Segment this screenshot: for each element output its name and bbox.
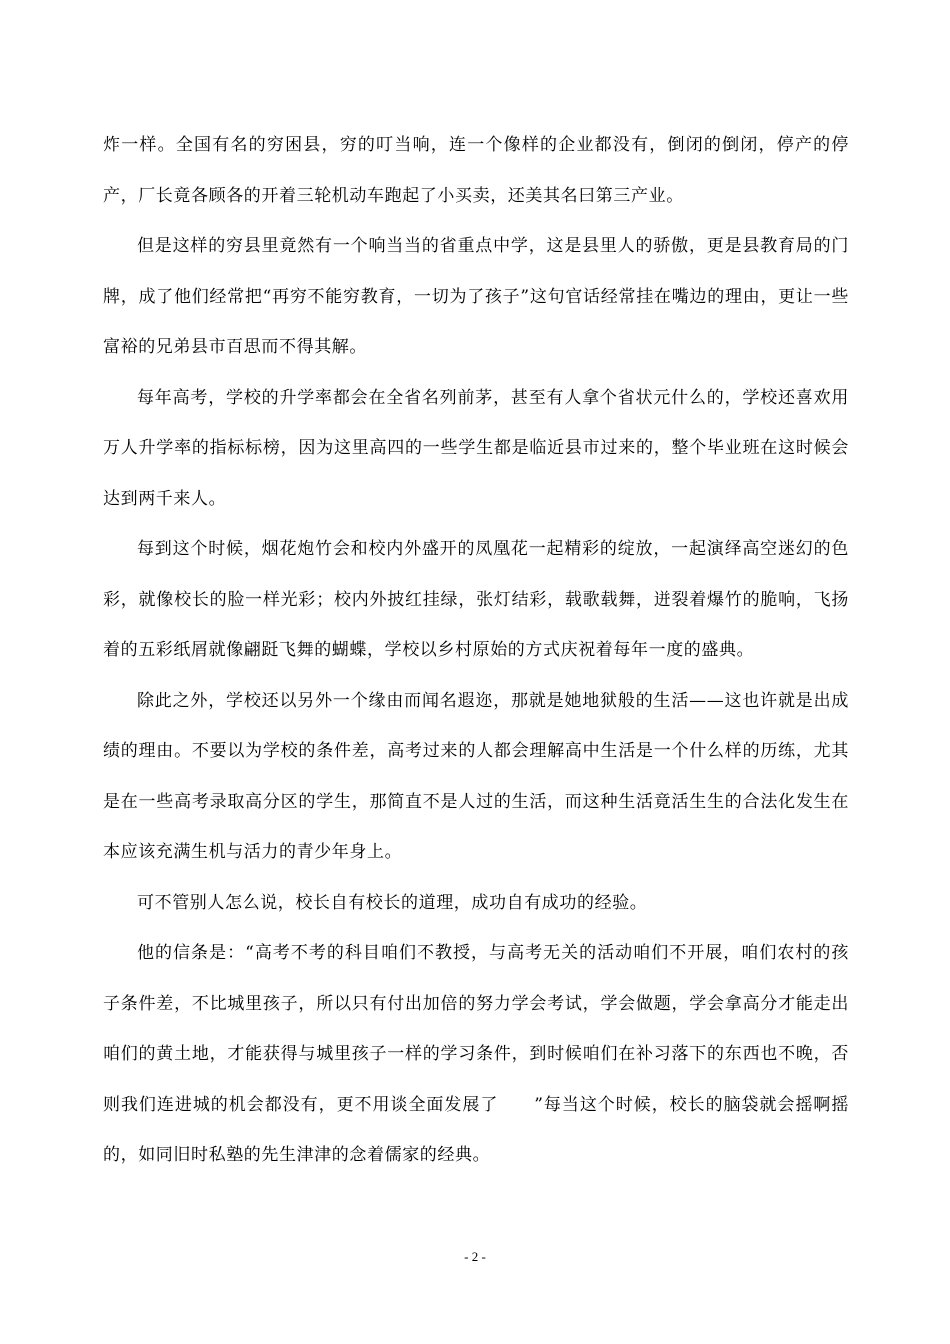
paragraph: 每年高考，学校的升学率都会在全省名列前茅，甚至有人拿个省状元什么的，学校还喜欢用万人升学率的指标标榜，因为这里高四的一些学生都是临近县市过来的，整个毕业班在这时候会达到两千来人。 <box>103 387 849 509</box>
body-text <box>103 120 849 1181</box>
paragraph: 炸一样。全国有名的穷困县，穷的叮当响，连一个像样的企业都没有，倒闭的倒闭，停产的停产，厂长竟各顾各的开着三轮机动车跑起了小买卖，还美其名曰第三产业。 <box>103 135 849 206</box>
paragraph: 他的信条是：“高考不考的科目咱们不教授，与高考无关的活动咱们不开展，咱们农村的孩子条件差，不比城里孩子，所以只有付出加倍的努力学会考试，学会做题，学会拿高分才能走出咱们的黄土地，才能获得与城里孩子一样的学习条件，到时候咱们在补习落下的东西也不晚，否则我们连进城的机会都没有，更不用谈全面发展了 ”每当这个时候，校长的脑袋就会摇啊摇的，如同旧时私塾的先生津津的念着儒家的经典。 <box>103 943 849 1165</box>
page-number: - 2 - <box>464 1249 486 1264</box>
paragraph: 但是这样的穷县里竟然有一个响当当的省重点中学，这是县里人的骄傲，更是县教育局的门牌，成了他们经常把“再穷不能穷教育，一切为了孩子”这句官话经常挂在嘴边的理由，更让一些富裕的兄弟县市百思而不得其解。 <box>103 236 849 357</box>
paragraph: 可不管别人怎么说，校长自有校长的道理，成功自有成功的经验。 <box>137 892 648 913</box>
paragraph: 除此之外，学校还以另外一个缘由而闻名遐迩，那就是她地狱般的生活——这也许就是出成绩的理由。不要以为学校的条件差，高考过来的人都会理解高中生活是一个什么样的历练，尤其是在一些高考录取高分区的学生，那简直不是人过的生活，而这种生活竟活生生的合法化发生在本应该充满生机与活力的青少年身上。 <box>103 690 849 862</box>
paragraph: 每到这个时候，烟花炮竹会和校内外盛开的凤凰花一起精彩的绽放，一起演绎高空迷幻的色彩，就像校长的脸一样光彩；校内外披红挂绿，张灯结彩，载歌载舞，迸裂着爆竹的脆响，飞扬着的五彩纸屑就像翩跹飞舞的蝴蝶，学校以乡村原始的方式庆祝着每年一度的盛典。 <box>103 539 849 660</box>
